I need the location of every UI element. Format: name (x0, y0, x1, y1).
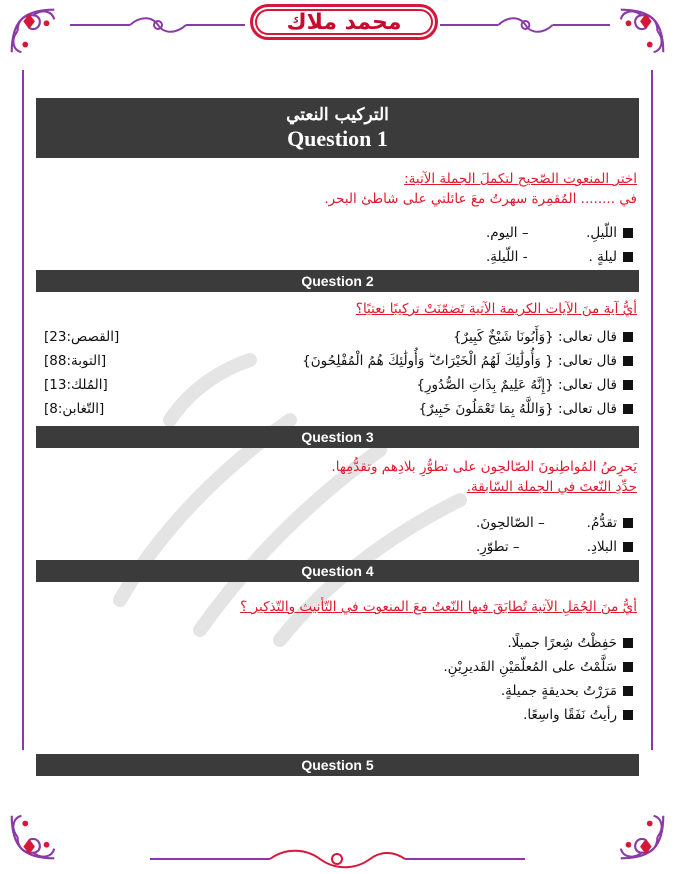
top-flourish-left (70, 14, 245, 36)
q3-sentence: يَحرِصُ المُواطِنونَ الصّالحِون على تطوُّرِ بلادِهم وتقدُّمِها. (331, 459, 637, 475)
question-5-heading: Question 5 (36, 754, 639, 776)
q2-verse-1-text: قال تعالى: {وَأَبُونَا شَيْخٌ كَبِيرٌ} (452, 329, 617, 345)
q1-option-b: ليلةٍ . (588, 249, 617, 265)
q2-instruction: أيُّ آية منَ الآيات الكريمة الآتية تَضمّنَتْ تركيبًا نعتيًا؟ (355, 301, 637, 317)
q4-option-4 (36, 704, 633, 726)
q4-option-2 (36, 656, 633, 678)
bullet-icon (623, 518, 633, 528)
q1-option-c: – اليوم. (486, 225, 529, 241)
q3-option-row-1 (36, 512, 633, 534)
q1-option-a: اللّيلِ. (586, 225, 617, 241)
q3-option-d: – تطوّرِ. (476, 539, 520, 555)
question-2 (36, 292, 639, 420)
title-bar (36, 98, 639, 158)
bullet-icon (623, 710, 633, 720)
q1-sentence: في ........ المُقمِرة سهرتُ معَ عائلتي على شاطئ البحر. (324, 191, 637, 207)
q2-verse-3 (36, 374, 633, 396)
q3-instruction: حدِّدِ النّعتَ في الجملة السّابقة. (466, 479, 637, 495)
author-name-badge: محمد ملاك (250, 4, 438, 40)
q2-verse-3-text: قال تعالى: {إِنَّهُ عَلِيمٌ بِذَاتِ الصُّدُورِ} (416, 377, 617, 393)
bullet-icon (623, 332, 633, 342)
bullet-icon (623, 252, 633, 262)
q2-verse-3-ref: [المُلك:13] (44, 377, 108, 393)
q4-option-1-text: حَفِظْتُ شِعرًا جميلًا. (507, 635, 617, 651)
question-4-heading: Question 4 (36, 560, 639, 582)
q2-verse-2 (36, 350, 633, 372)
q1-option-d: - اللّيلةِ. (486, 249, 528, 265)
q1-option-row-2 (36, 246, 633, 268)
q1-option-row-1 (36, 222, 633, 244)
q3-option-row-2 (36, 536, 633, 558)
q3-option-a: تقدُّمُ. (586, 515, 617, 531)
q2-verse-4-text: قال تعالى: {وَاللَّهُ بِمَا تَعْمَلُونَ خَبِيرٌ} (418, 401, 617, 417)
q2-verse-4 (36, 398, 633, 420)
bullet-icon (623, 638, 633, 648)
q2-verse-2-ref: [التوبة:88] (44, 353, 107, 369)
bullet-icon (623, 662, 633, 672)
q2-verse-4-ref: [التّغابن:8] (44, 401, 105, 417)
corner-ornament-bottom-left (4, 808, 62, 866)
corner-ornament-bottom-right (613, 808, 671, 866)
bullet-icon (623, 356, 633, 366)
left-border-ornament (16, 70, 30, 750)
bullet-icon (623, 686, 633, 696)
topic-title: التركيب النعتي (286, 105, 389, 125)
q2-verse-2-text: قال تعالى: { وَأُولَٰئِكَ لَهُمُ الْخَيْرَاتُ ۖ وَأُولَٰئِكَ هُمُ الْمُفْلِحُونَ} (302, 353, 617, 369)
q4-option-2-text: سَلَّمْتُ على المُعلّمَيْنِ القَديرِيْنِ. (443, 659, 617, 675)
top-flourish-right (440, 14, 610, 36)
q3-option-b: البلادِ. (586, 539, 617, 555)
bullet-icon (623, 380, 633, 390)
q4-option-3-text: مَرَرْتُ بحديقةٍ جميلةٍ. (500, 683, 617, 699)
question-1-heading: Question 1 (287, 126, 388, 151)
question-2-heading: Question 2 (36, 270, 639, 292)
question-1 (36, 158, 639, 270)
right-border-ornament (645, 70, 659, 750)
question-3 (36, 448, 639, 578)
q4-option-4-text: رأيتُ نَفَقًا واسِعًا. (523, 707, 617, 723)
q3-option-c: – الصّالحِونَ. (476, 515, 545, 531)
q4-option-3 (36, 680, 633, 702)
question-3-heading: Question 3 (36, 426, 639, 448)
question-4 (36, 582, 639, 736)
q4-instruction: أيُّ منَ الجُمَلِ الآتية تُطابَقَ فيها النّعتُ معَ المنعوت في التّأنيث والتّذكير ؟ (240, 599, 637, 615)
q2-verse-1-ref: [القصص:23] (44, 329, 120, 345)
worksheet (36, 98, 639, 776)
bullet-icon (623, 404, 633, 414)
corner-ornament-top-left (4, 2, 62, 60)
q1-instruction: اختر المنعوت الصّحيح لتكملَ الجملة الآتية: (404, 171, 637, 187)
bottom-flourish (150, 848, 525, 870)
corner-ornament-top-right (613, 2, 671, 60)
bullet-icon (623, 542, 633, 552)
q2-verse-1 (36, 326, 633, 348)
q4-option-1 (36, 632, 633, 654)
bullet-icon (623, 228, 633, 238)
